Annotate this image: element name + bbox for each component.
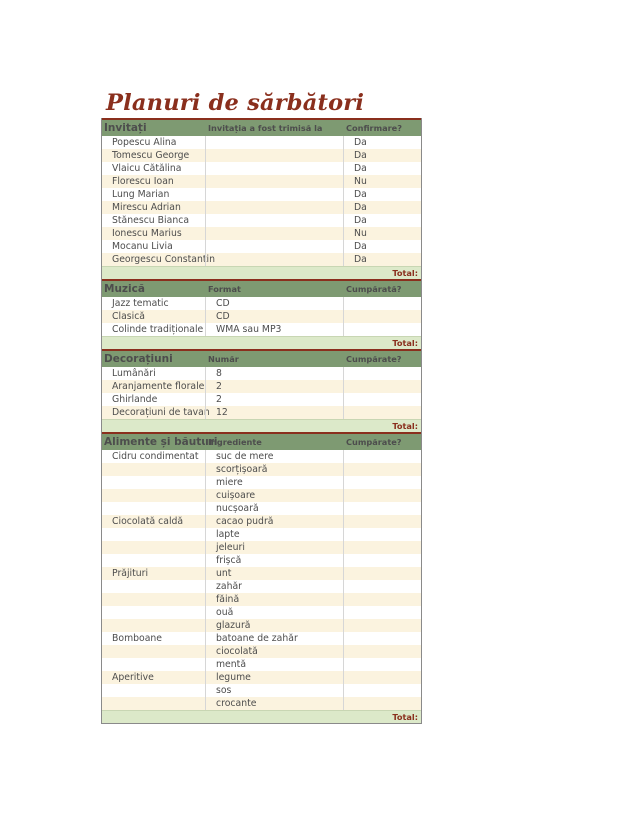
table-row — [102, 567, 421, 580]
table-cell[interactable]: CD — [205, 310, 343, 323]
table-cell[interactable]: Aranjamente florale — [112, 381, 205, 392]
table-cell[interactable] — [343, 671, 419, 684]
table-row — [102, 201, 421, 214]
table-cell[interactable] — [343, 502, 419, 515]
food-drinks-header — [102, 432, 421, 450]
table-cell[interactable] — [102, 489, 205, 502]
table-cell[interactable]: scorțișoară — [205, 463, 343, 476]
table-cell[interactable] — [343, 515, 419, 528]
table-cell[interactable]: Da — [343, 253, 419, 266]
column-header: Invitați — [104, 122, 147, 134]
table-row — [102, 658, 421, 671]
table-row — [102, 632, 421, 645]
table-cell[interactable] — [205, 214, 343, 227]
table-cell[interactable] — [102, 645, 205, 658]
table-cell[interactable]: Lung Marian — [112, 189, 170, 200]
table-cell[interactable]: Jazz tematic — [112, 298, 169, 309]
table-cell[interactable] — [102, 593, 205, 606]
table-cell[interactable] — [102, 528, 205, 541]
table-cell[interactable]: Ghirlande — [112, 394, 158, 405]
table-cell[interactable] — [343, 528, 419, 541]
page-title: Planuri de sărbători — [106, 90, 365, 116]
table-cell[interactable]: Vlaicu Cătălina — [112, 163, 182, 174]
column-header: Cumpărate? — [343, 434, 419, 450]
table-cell[interactable]: Decorațiuni de tavan — [112, 407, 210, 418]
table-cell[interactable]: Cidru condimentat — [112, 451, 199, 462]
table-cell[interactable] — [102, 619, 205, 632]
table-cell[interactable] — [102, 606, 205, 619]
table-row — [102, 697, 421, 710]
table-row — [102, 227, 421, 240]
table-cell[interactable]: Nu — [343, 227, 419, 240]
column-header: Decorațiuni — [104, 353, 173, 365]
table-cell[interactable] — [205, 149, 343, 162]
table-cell[interactable] — [205, 240, 343, 253]
table-row — [102, 136, 421, 149]
table-cell[interactable] — [205, 227, 343, 240]
table-cell[interactable]: Popescu Alina — [112, 137, 177, 148]
table-cell[interactable]: Ciocolată caldă — [112, 516, 184, 527]
table-cell[interactable]: ciocolată — [205, 645, 343, 658]
column-header: Cumpărată? — [343, 281, 419, 297]
table-cell[interactable] — [102, 580, 205, 593]
music-header — [102, 279, 421, 297]
total-row: Total: — [102, 336, 421, 349]
table-row — [102, 593, 421, 606]
table-row — [102, 450, 421, 463]
table-cell[interactable] — [343, 393, 419, 406]
table-cell[interactable] — [102, 541, 205, 554]
table-cell[interactable] — [343, 367, 419, 380]
table-row — [102, 310, 421, 323]
table-cell[interactable]: Bomboane — [112, 633, 163, 644]
table-cell[interactable] — [343, 684, 419, 697]
table-cell[interactable]: Da — [343, 136, 419, 149]
table-cell[interactable]: Prăjituri — [112, 568, 149, 579]
table-cell[interactable] — [343, 606, 419, 619]
table-cell[interactable]: legume — [205, 671, 343, 684]
table-cell[interactable] — [343, 297, 419, 310]
table-row — [102, 515, 421, 528]
table-cell[interactable] — [343, 541, 419, 554]
table-cell[interactable] — [102, 476, 205, 489]
table-row — [102, 214, 421, 227]
table-cell[interactable] — [205, 175, 343, 188]
table-cell[interactable]: ouă — [205, 606, 343, 619]
table-cell[interactable] — [205, 136, 343, 149]
table-cell[interactable] — [205, 253, 343, 266]
table-cell[interactable] — [102, 502, 205, 515]
table-row — [102, 175, 421, 188]
table-cell[interactable]: 2 — [205, 393, 343, 406]
table-cell[interactable] — [343, 450, 419, 463]
table-row — [102, 188, 421, 201]
table-cell[interactable] — [102, 554, 205, 567]
column-header: Număr — [205, 351, 343, 367]
table-row — [102, 554, 421, 567]
table-row — [102, 476, 421, 489]
table-cell[interactable]: Stănescu Bianca — [112, 215, 190, 226]
column-header: Alimente și băuturi — [104, 436, 218, 448]
table-cell[interactable]: CD — [205, 297, 343, 310]
table-cell[interactable]: lapte — [205, 528, 343, 541]
table-row — [102, 671, 421, 684]
table-cell[interactable] — [343, 554, 419, 567]
table-cell[interactable]: glazură — [205, 619, 343, 632]
table-cell[interactable]: zahăr — [205, 580, 343, 593]
table-cell[interactable]: frișcă — [205, 554, 343, 567]
table-cell[interactable]: cuișoare — [205, 489, 343, 502]
table-row — [102, 297, 421, 310]
table-cell[interactable] — [343, 489, 419, 502]
table-cell[interactable]: Ionescu Marius — [112, 228, 182, 239]
table-cell[interactable] — [343, 323, 419, 336]
column-header: Ingrediente — [205, 434, 343, 450]
table-cell[interactable]: Nu — [343, 175, 419, 188]
table-cell[interactable]: Da — [343, 214, 419, 227]
table-cell[interactable]: mentă — [205, 658, 343, 671]
table-cell[interactable] — [102, 684, 205, 697]
table-cell[interactable] — [205, 188, 343, 201]
column-header: Confirmare? — [343, 120, 419, 136]
table-cell[interactable]: sos — [205, 684, 343, 697]
decorations-header — [102, 349, 421, 367]
table-cell[interactable] — [343, 310, 419, 323]
table-row — [102, 489, 421, 502]
table-cell[interactable] — [205, 162, 343, 175]
table-cell[interactable] — [205, 201, 343, 214]
table-cell[interactable] — [343, 593, 419, 606]
table-cell[interactable]: unt — [205, 567, 343, 580]
table-cell[interactable]: Tomescu George — [112, 150, 190, 161]
table-cell[interactable]: Florescu Ioan — [112, 176, 174, 187]
table-cell[interactable]: Colinde tradiționale — [112, 324, 204, 335]
table-cell[interactable] — [343, 645, 419, 658]
table-cell[interactable]: Lumânări — [112, 368, 156, 379]
table-row — [102, 240, 421, 253]
table-cell[interactable] — [343, 580, 419, 593]
table-row — [102, 253, 421, 266]
table-cell[interactable] — [343, 380, 419, 393]
column-header: Muzică — [104, 283, 145, 295]
table-cell[interactable]: Aperitive — [112, 672, 154, 683]
table-row — [102, 149, 421, 162]
column-header: Format — [205, 281, 343, 297]
table-cell[interactable]: 8 — [205, 367, 343, 380]
guests-header — [102, 118, 421, 136]
column-header: Cumpărate? — [343, 351, 419, 367]
table-cell[interactable] — [343, 406, 419, 419]
table-cell[interactable] — [343, 619, 419, 632]
table-cell[interactable]: jeleuri — [205, 541, 343, 554]
table-row — [102, 606, 421, 619]
table-row — [102, 162, 421, 175]
table-row — [102, 645, 421, 658]
table-cell[interactable] — [343, 658, 419, 671]
table-cell[interactable]: WMA sau MP3 — [205, 323, 343, 336]
table-cell[interactable]: 12 — [205, 406, 343, 419]
table-cell[interactable]: Georgescu Constantin — [112, 254, 215, 265]
total-row: Total: — [102, 266, 421, 279]
table-cell[interactable] — [343, 476, 419, 489]
table-cell[interactable] — [343, 567, 419, 580]
table-row — [102, 323, 421, 336]
table-row — [102, 528, 421, 541]
table-row — [102, 463, 421, 476]
table-cell[interactable]: nucșoară — [205, 502, 343, 515]
table-row — [102, 367, 421, 380]
total-row: Total: — [102, 710, 421, 723]
table-row — [102, 502, 421, 515]
table-cell[interactable]: crocante — [205, 697, 343, 710]
table-cell[interactable]: 2 — [205, 380, 343, 393]
table-row — [102, 684, 421, 697]
holiday-plan-table — [101, 118, 422, 724]
table-cell[interactable]: suc de mere — [205, 450, 343, 463]
table-row — [102, 619, 421, 632]
table-cell[interactable]: Clasică — [112, 311, 146, 322]
table-cell[interactable]: făină — [205, 593, 343, 606]
table-cell[interactable] — [343, 632, 419, 645]
table-cell[interactable]: cacao pudră — [205, 515, 343, 528]
table-cell[interactable]: batoane de zahăr — [205, 632, 343, 645]
table-cell[interactable]: Da — [343, 149, 419, 162]
table-cell[interactable]: Da — [343, 240, 419, 253]
table-cell[interactable]: Da — [343, 201, 419, 214]
column-header: Invitația a fost trimisă la — [205, 120, 343, 136]
table-cell[interactable] — [102, 463, 205, 476]
table-cell[interactable]: Mirescu Adrian — [112, 202, 181, 213]
table-row — [102, 380, 421, 393]
table-row — [102, 580, 421, 593]
table-row — [102, 406, 421, 419]
table-row — [102, 541, 421, 554]
table-cell[interactable] — [343, 697, 419, 710]
table-cell[interactable]: Mocanu Livia — [112, 241, 173, 252]
table-cell[interactable]: Da — [343, 188, 419, 201]
table-cell[interactable]: Da — [343, 162, 419, 175]
table-row — [102, 393, 421, 406]
table-cell[interactable] — [102, 697, 205, 710]
total-row: Total: — [102, 419, 421, 432]
table-cell[interactable] — [102, 658, 205, 671]
table-cell[interactable]: miere — [205, 476, 343, 489]
table-cell[interactable] — [343, 463, 419, 476]
